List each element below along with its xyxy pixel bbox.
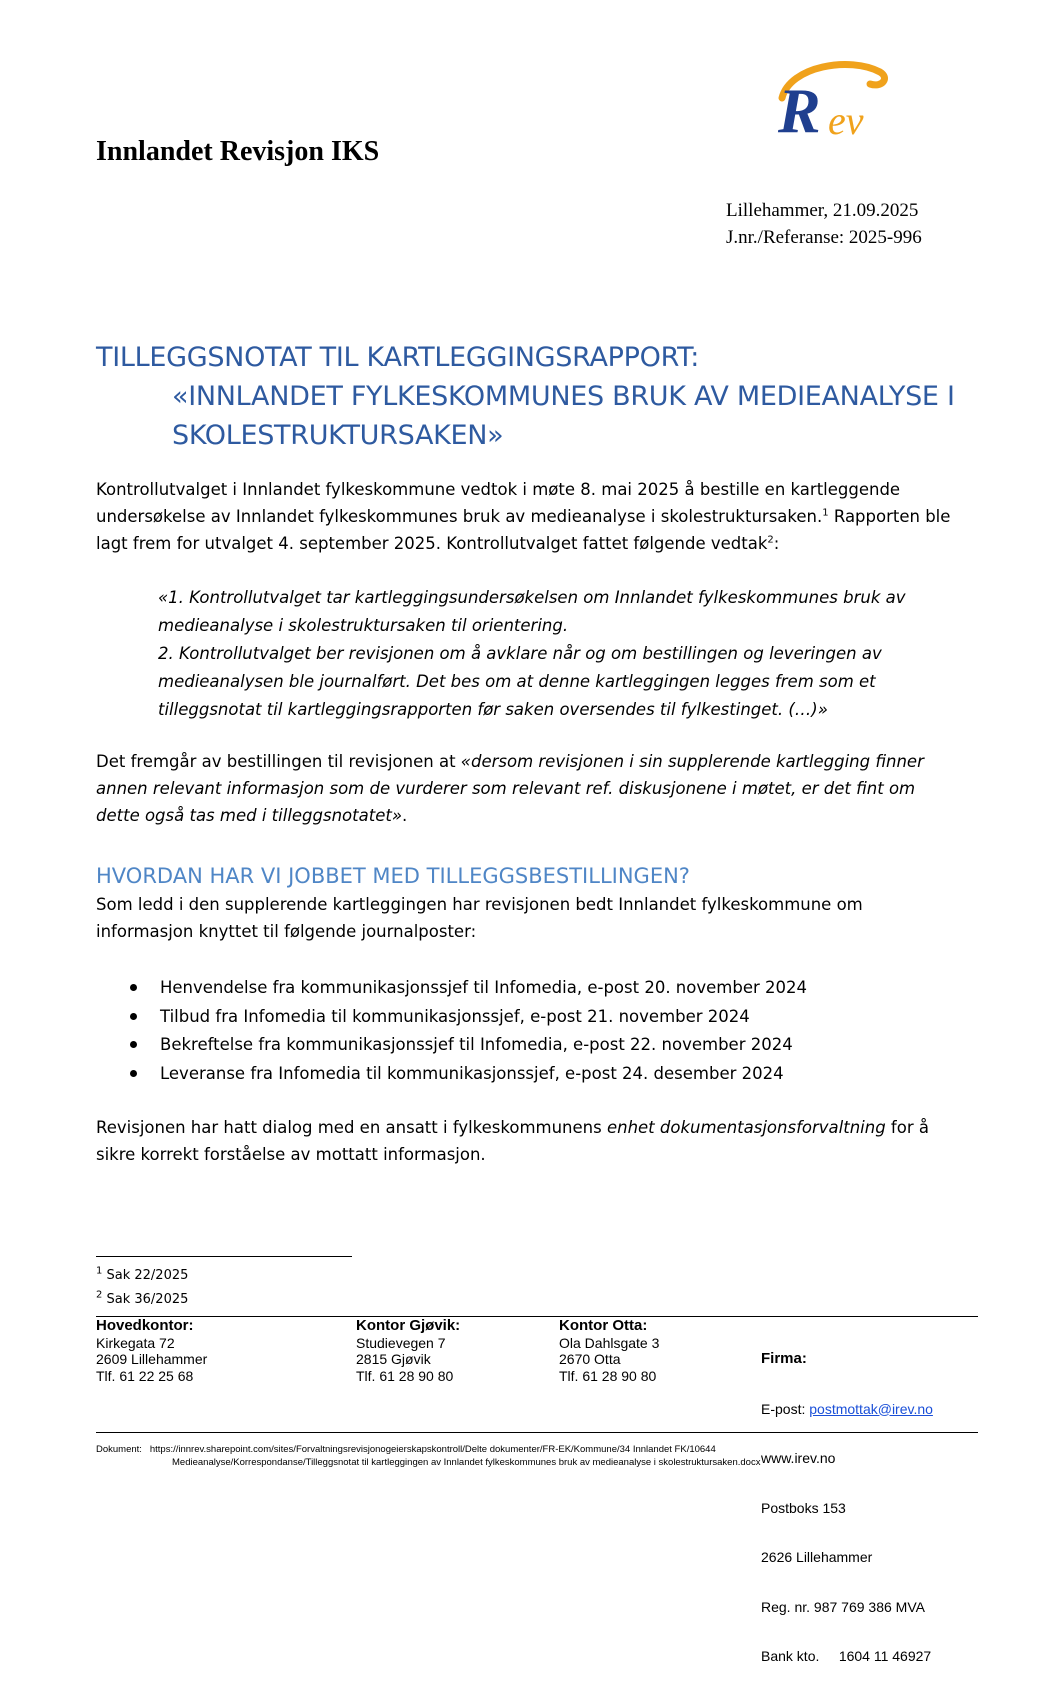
resolution-quote <box>158 584 958 724</box>
svg-text:ev: ev <box>828 98 864 143</box>
list-item-text: Tilbud fra Infomedia til kommunikasjonssjef, e-post 21. november 2024 <box>160 1006 750 1026</box>
footer-firma <box>761 1318 933 1681</box>
intro-text-a: Kontrollutvalget i Innlandet fylkeskommune vedtok i møte 8. mai 2025 å bestille en kartleggende undersøkelse av Innlandet fylkeskommunes bruk av medieanalyse i skolestruktursaken. <box>96 480 901 526</box>
section-intro: Som ledd i den supplerende kartleggingen har revisjonen bedt Innlandet fylkeskommune om informasjon knyttet til følgende journalposter: <box>96 895 863 941</box>
footer-gjovik <box>356 1318 460 1384</box>
list-item-text: Henvendelse fra kommunikasjonssjef til Infomedia, e-post 20. november 2024 <box>160 978 807 997</box>
footer-bottom-rule <box>96 1432 978 1433</box>
reference-line: J.nr./Referanse: 2025-996 <box>726 227 922 248</box>
footnote-text: Sak 22/2025 <box>102 1268 189 1283</box>
bullet-icon <box>130 1070 137 1077</box>
list-item <box>130 1003 807 1032</box>
footer-line: Tlf. 61 22 25 68 <box>96 1367 194 1384</box>
quote-item-2: 2. Kontrollutvalget ber revisjonen om å avklare når og om bestillingen og leveringen av medieanalysen ble journalført. Det bes om at denne kartleggingen legges frem som et tilleggsnotat til kartleggingsrapporten før saken oversendes til fylkestinget. (…)» <box>158 644 882 719</box>
email-label: E-post: <box>761 1400 810 1417</box>
intro-text-c: : <box>773 534 780 553</box>
bullet-icon <box>130 1013 137 1020</box>
rev-logo <box>770 58 900 148</box>
intro-text-b: Rapporten ble lagt frem for utvalget 4. september 2025. Kontrollutvalget fattet følgende vedtak <box>96 507 951 553</box>
organization-name: Innlandet Revisjon IKS <box>96 136 380 167</box>
footer-line: Reg. nr. 987 769 386 MVA <box>761 1598 925 1615</box>
title-line-2: «INNLANDET FYLKESKOMMUNES BRUK AV MEDIEANALYSE I SKOLESTRUKTURSAKEN» <box>172 381 955 451</box>
footer-heading: Firma: <box>761 1350 807 1367</box>
footer-heading: Kontor Gjøvik: <box>356 1317 461 1334</box>
list-item-text: Bekreftelse fra kommunikasjonssjef til Infomedia, e-post 22. november 2024 <box>160 1035 793 1054</box>
footnote-text: Sak 36/2025 <box>102 1292 189 1307</box>
closing-text-b: for å sikre korrekt forståelse av mottatt informasjon. <box>96 1118 929 1164</box>
footer-hovedkontor <box>96 1318 207 1384</box>
list-item <box>130 1060 807 1089</box>
quote-item-1: «1. Kontrollutvalget tar kartleggingsundersøkelsen om Innlandet fylkeskommunes bruk av medieanalyse i skolestruktursaken til orientering. <box>158 588 906 635</box>
closing-text-a: Revisjonen har hatt dialog med en ansatt i fylkeskommunens <box>96 1118 607 1137</box>
footnote-number: 2 <box>96 1289 103 1301</box>
footer-otta <box>559 1318 659 1384</box>
footer-line: www.irev.no <box>761 1450 836 1466</box>
footer-line: 2670 Otta <box>559 1351 621 1367</box>
email-link[interactable]: postmottak@irev.no <box>809 1400 933 1417</box>
document-title <box>96 338 976 455</box>
title-line-1: TILLEGGSNOTAT TIL KARTLEGGINGSRAPPORT: <box>96 342 700 373</box>
doc-path-line-2: Medieanalyse/Korrespondanse/Tilleggsnotat til kartleggingen av Innlandet fylkeskommunes bruk av medieanalyse i skolestruktursaken.docx <box>172 1457 761 1468</box>
footnote-1 <box>96 1265 189 1283</box>
svg-text:R: R <box>778 75 821 146</box>
order-text-a: Det fremgår av bestillingen til revisjonen at <box>96 752 461 771</box>
footer-line: Postboks 153 <box>761 1499 846 1516</box>
order-text-quote: «dersom revisjonen i sin supplerende kartlegging finner annen relevant informasjon som de vurderer som relevant ref. diskusjonene i møtet, er det fint om dette også tas med i tilleggsnotatet» <box>96 752 924 825</box>
footer-line: Ola Dahlsgate 3 <box>559 1334 660 1351</box>
footnote-number: 1 <box>96 1265 103 1277</box>
footer-line: Tlf. 61 28 90 80 <box>559 1367 657 1384</box>
footer-line: Studievegen 7 <box>356 1334 446 1351</box>
footer-line: 2609 Lillehammer <box>96 1351 208 1367</box>
date-line: Lillehammer, 21.09.2025 <box>726 200 919 221</box>
closing-paragraph <box>96 1114 956 1168</box>
footnote-ref-2[interactable]: 2 <box>767 534 774 546</box>
list-item <box>130 1031 807 1060</box>
list-item-text: Leveranse fra Infomedia til kommunikasjonssjef, e-post 24. desember 2024 <box>160 1063 784 1083</box>
footer-line: 2815 Gjøvik <box>356 1351 431 1367</box>
doc-label: Dokument: <box>96 1444 142 1455</box>
footnote-separator <box>96 1256 352 1257</box>
section-heading: HVORDAN HAR VI JOBBET MED TILLEGGSBESTILLINGEN? <box>96 864 690 888</box>
list-item <box>130 974 807 1003</box>
document-path <box>96 1443 760 1469</box>
footer-line: 2626 Lillehammer <box>761 1549 873 1565</box>
journal-list <box>130 974 807 1088</box>
footer-top-rule <box>96 1316 978 1317</box>
closing-text-italic: enhet dokumentasjonsforvaltning <box>606 1118 886 1137</box>
bullet-icon <box>130 1041 137 1048</box>
footer-heading: Hovedkontor: <box>96 1317 194 1334</box>
intro-paragraph <box>96 476 956 557</box>
order-text-b: . <box>402 806 408 825</box>
footer-email-line <box>761 1401 933 1418</box>
footnote-2 <box>96 1289 189 1307</box>
order-paragraph <box>96 748 956 829</box>
footer-line: Tlf. 61 28 90 80 <box>356 1367 454 1384</box>
footnote-ref-1[interactable]: 1 <box>822 507 829 519</box>
footer-line: Kirkegata 72 <box>96 1334 175 1351</box>
doc-path-line-1: https://innrev.sharepoint.com/sites/Forvaltningsrevisjonogeierskapskontroll/Delte dokumenter/FR-EK/Kommune/34 Innlandet FK/10644 <box>149 1444 716 1455</box>
footer-line: Bank kto. 1604 11 46927 <box>761 1648 932 1664</box>
footer-heading: Kontor Otta: <box>559 1317 648 1334</box>
bullet-icon <box>130 984 137 991</box>
